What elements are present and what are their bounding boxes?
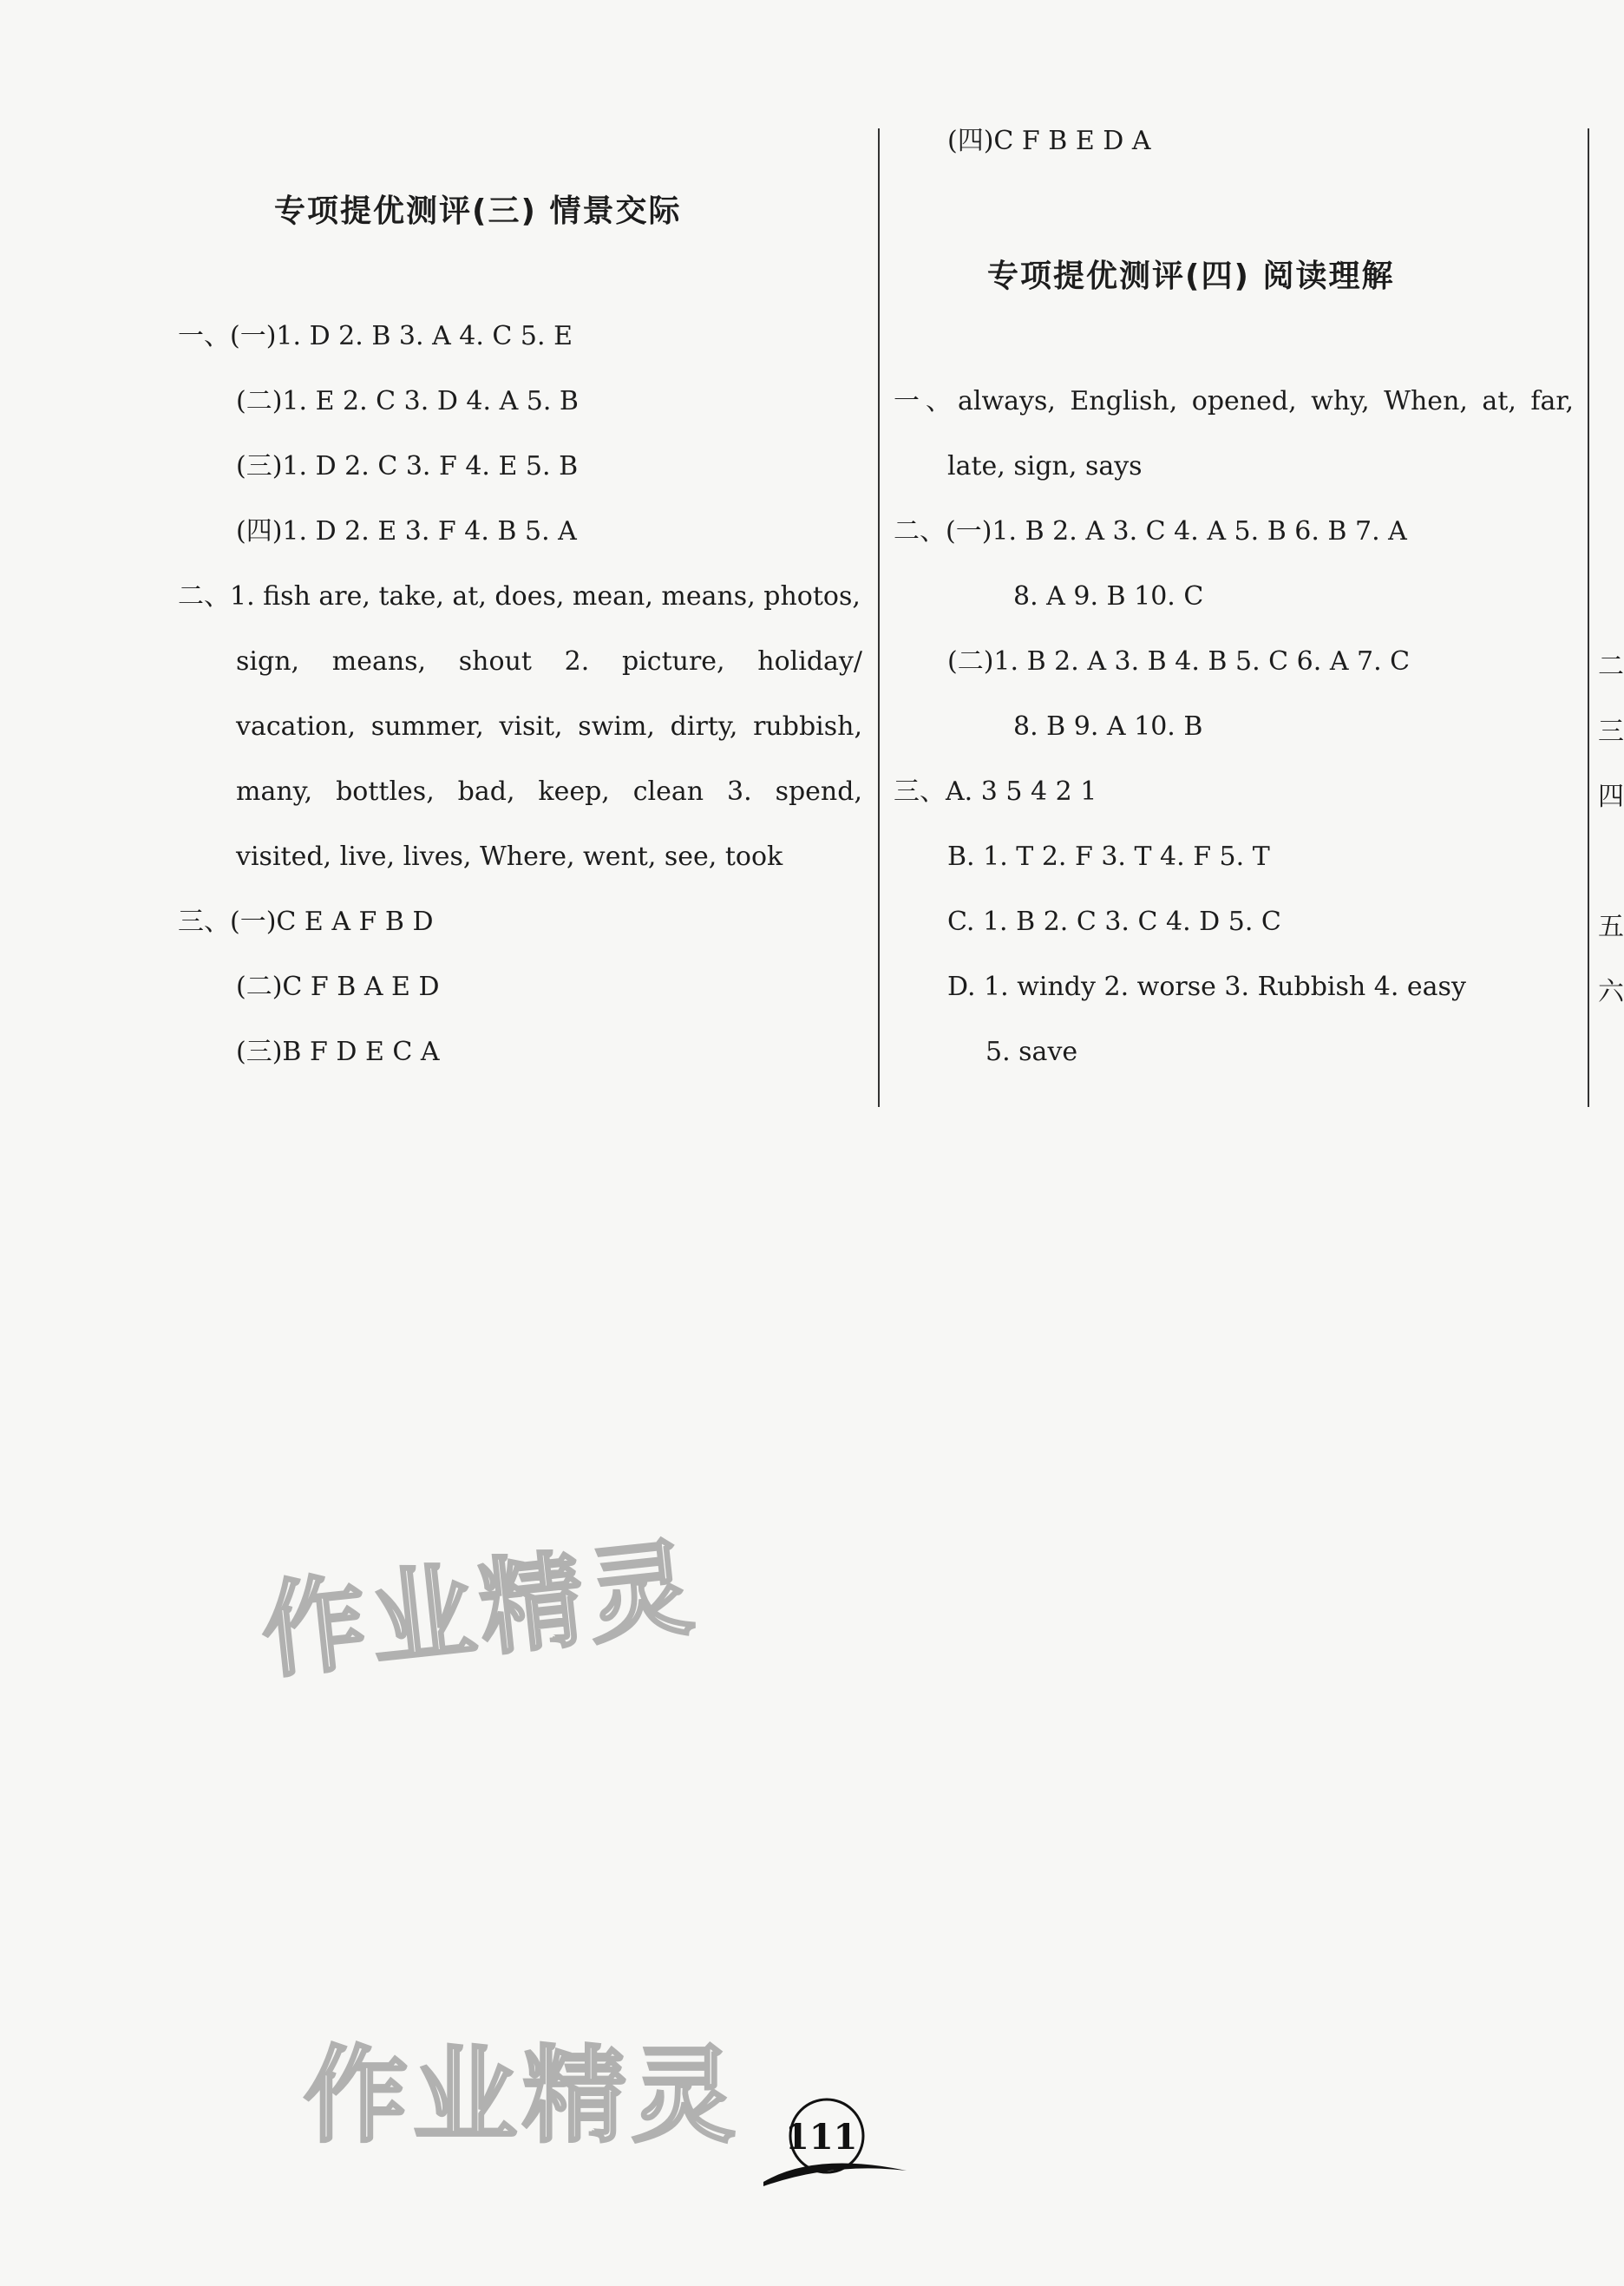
s3-line-12: (三)B F D E C A	[236, 1037, 440, 1067]
s3-line-7: vacation, summer, visit, swim, dirty, rubbish,	[236, 711, 862, 742]
s4-line-2: late, sign, says	[947, 451, 1143, 481]
edge-char-4: 五	[1598, 912, 1624, 942]
column-divider-right	[1588, 128, 1589, 1107]
watermark-logo-2: 作业精灵	[304, 2036, 741, 2157]
s3-line-1: 一、(一)1. D 2. B 3. A 4. C 5. E	[178, 321, 573, 351]
s4-line-6: 8. B 9. A 10. B	[1013, 711, 1203, 742]
s3-line-4: (四)1. D 2. E 3. F 4. B 5. A	[236, 516, 577, 547]
edge-char-2: 三	[1598, 717, 1624, 747]
s3-line-11: (二)C F B A E D	[236, 972, 440, 1002]
s3-line-5: 二、1. fish are, take, at, does, mean, means, photos,	[178, 581, 861, 612]
page-number: 111	[785, 2117, 858, 2158]
section4-title: 专项提优测评(四) 阅读理解	[987, 259, 1395, 294]
s3-line-6: sign, means, shout 2. picture, holiday/	[236, 646, 862, 677]
s3-line-10: 三、(一)C E A F B D	[178, 907, 434, 937]
s4-line-8: B. 1. T 2. F 3. T 4. F 5. T	[947, 842, 1270, 872]
s4-line-3: 二、(一)1. B 2. A 3. C 4. A 5. B 6. B 7. A	[894, 516, 1407, 547]
s4-line-1: 一、always, English, opened, why, When, at, far,	[894, 386, 1574, 416]
section3-title: 专项提优测评(三) 情景交际	[274, 193, 682, 229]
s4-line-11: 5. save	[986, 1037, 1078, 1067]
s4-line-7: 三、A. 3 5 4 2 1	[894, 776, 1097, 807]
s4-line-9: C. 1. B 2. C 3. C 4. D 5. C	[947, 907, 1281, 937]
s3-line-9: visited, live, lives, Where, went, see, took	[236, 842, 783, 872]
watermark-logo: 作业精灵	[256, 1527, 704, 1693]
s4-top-line: (四)C F B E D A	[947, 126, 1151, 156]
s4-line-5: (二)1. B 2. A 3. B 4. B 5. C 6. A 7. C	[947, 646, 1411, 677]
s3-line-8: many, bottles, bad, keep, clean 3. spend,	[236, 776, 862, 807]
edge-char-5: 六	[1598, 977, 1624, 1007]
edge-char-1: 二	[1598, 652, 1624, 682]
s3-line-2: (二)1. E 2. C 3. D 4. A 5. B	[236, 386, 579, 416]
s3-line-3: (三)1. D 2. C 3. F 4. E 5. B	[236, 451, 579, 481]
s4-line-10: D. 1. windy 2. worse 3. Rubbish 4. easy	[947, 972, 1466, 1002]
edge-char-3: 四	[1598, 782, 1624, 812]
column-divider-left	[878, 128, 880, 1107]
s4-line-4: 8. A 9. B 10. C	[1013, 581, 1204, 612]
